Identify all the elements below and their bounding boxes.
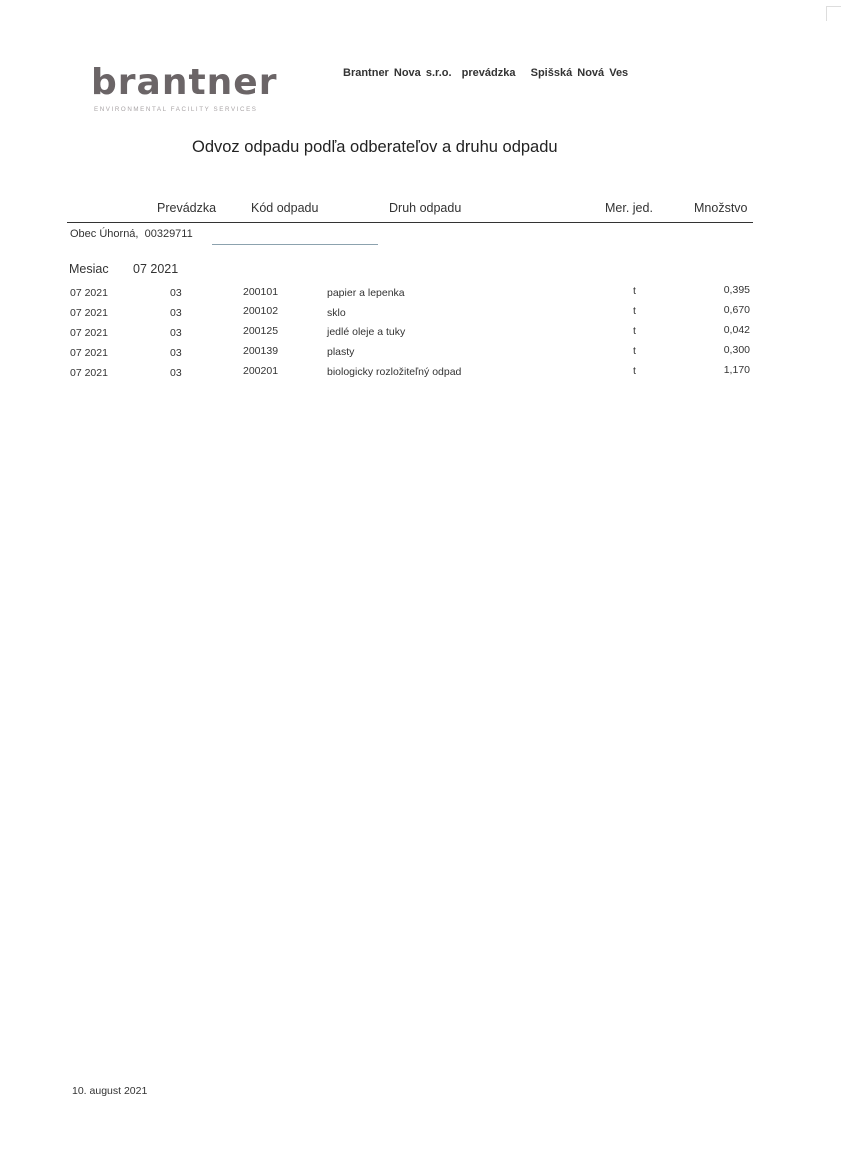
row-druh: papier a lepenka — [327, 287, 405, 299]
row-prevadzka: 03 — [170, 307, 182, 319]
row-month: 07 2021 — [70, 367, 108, 379]
row-prevadzka: 03 — [170, 367, 182, 379]
col-header-mer-jed: Mer. jed. — [605, 201, 653, 215]
row-kod: 200102 — [243, 305, 279, 317]
row-mnozstvo: 1,170 — [723, 364, 750, 376]
row-jed: t — [633, 365, 636, 377]
row-kod: 200101 — [243, 286, 279, 298]
month-value: 07 2021 — [133, 262, 179, 276]
row-jed: t — [633, 305, 636, 317]
scan-corner-mark — [826, 6, 841, 21]
row-mnozstvo: 0,670 — [723, 304, 750, 316]
row-druh: jedlé oleje a tuky — [327, 326, 406, 338]
row-month: 07 2021 — [70, 307, 108, 319]
brantner-logo: brantner — [91, 62, 278, 103]
company-line: Brantner Nova s.r.o. prevádzka Spišská Nová Ves — [343, 67, 629, 79]
header-rule — [67, 222, 753, 223]
row-druh: biologicky rozložiteľný odpad — [327, 366, 462, 378]
row-druh: sklo — [327, 307, 346, 319]
row-kod: 200125 — [243, 325, 279, 337]
row-mnozstvo: 0,300 — [723, 344, 750, 356]
col-header-prevadzka: Prevádzka — [157, 201, 217, 215]
row-druh: plasty — [327, 346, 355, 358]
col-header-kod: Kód odpadu — [251, 201, 319, 215]
col-header-druh: Druh odpadu — [389, 201, 462, 215]
row-prevadzka: 03 — [170, 347, 182, 359]
row-month: 07 2021 — [70, 287, 108, 299]
customer-underline — [212, 244, 378, 245]
row-jed: t — [633, 345, 636, 357]
row-prevadzka: 03 — [170, 287, 182, 299]
row-prevadzka: 03 — [170, 327, 182, 339]
col-header-mnozstvo: Množstvo — [694, 201, 748, 215]
row-mnozstvo: 0,395 — [723, 284, 750, 296]
row-jed: t — [633, 325, 636, 337]
customer-line: Obec Úhorná, 00329711 — [70, 228, 193, 240]
row-kod: 200201 — [243, 365, 279, 377]
logo-tagline: ENVIRONMENTAL FACILITY SERVICES — [94, 106, 258, 113]
month-label: Mesiac — [69, 262, 109, 276]
row-month: 07 2021 — [70, 327, 108, 339]
report-title: Odvoz odpadu podľa odberateľov a druhu odpadu — [192, 138, 558, 156]
row-month: 07 2021 — [70, 347, 108, 359]
footer-date: 10. august 2021 — [72, 1085, 148, 1097]
row-jed: t — [633, 285, 636, 297]
row-mnozstvo: 0,042 — [723, 324, 750, 336]
row-kod: 200139 — [243, 345, 279, 357]
